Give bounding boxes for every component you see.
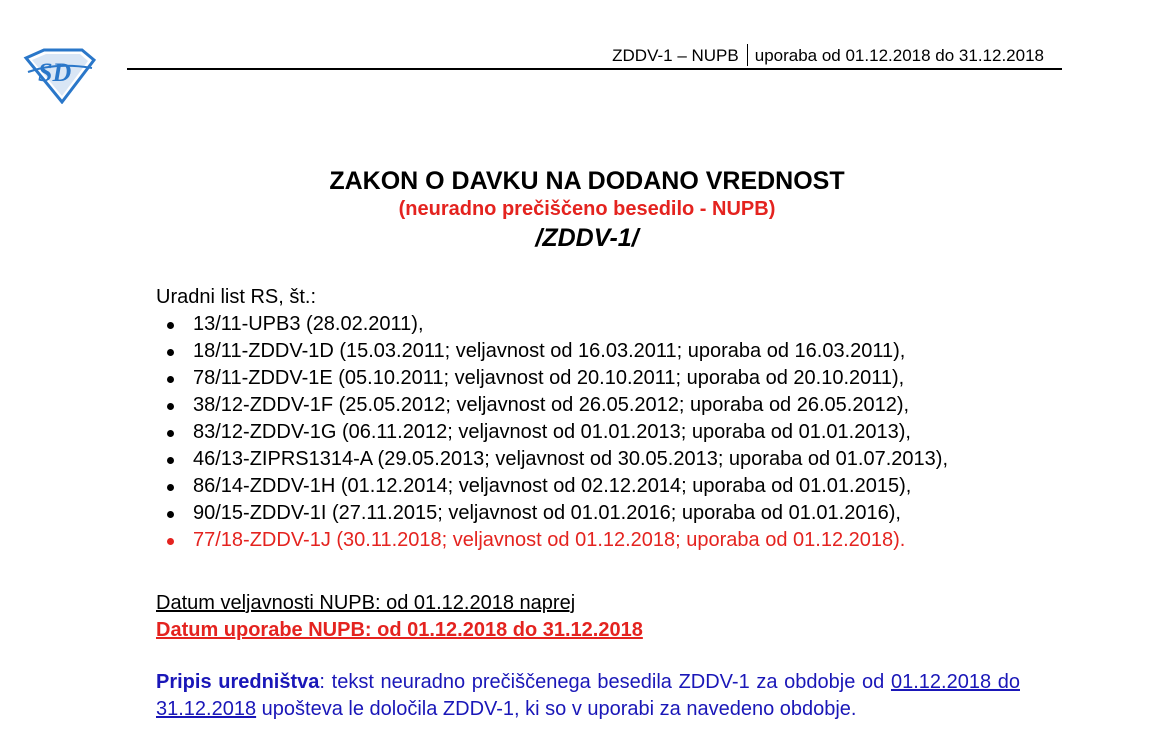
bullet-icon	[167, 538, 174, 545]
document-title: ZAKON O DAVKU NA DODANO VREDNOST	[329, 167, 845, 195]
gazette-item: 18/11-ZDDV-1D (15.03.2011; veljavnost od 16.03.2011; uporaba od 16.03.2011),	[156, 338, 1056, 365]
header-document-id: ZDDV-1 – NUPB	[612, 46, 739, 65]
gazette-item: 46/13-ZIPRS1314-A (29.05.2013; veljavnost od 30.05.2013; uporaba od 01.07.2013),	[156, 446, 1056, 473]
bullet-icon	[167, 511, 174, 518]
validity-date: Datum veljavnosti NUPB: od 01.12.2018 naprej	[156, 592, 576, 614]
gazette-item: 78/11-ZDDV-1E (05.10.2011; veljavnost od 20.10.2011; uporaba od 20.10.2011),	[156, 365, 1056, 392]
bullet-icon	[167, 457, 174, 464]
bullet-icon	[167, 484, 174, 491]
bullet-icon	[167, 430, 174, 437]
document-title-block	[0, 166, 1157, 253]
nupb-dates	[156, 590, 643, 644]
bullet-icon	[167, 403, 174, 410]
document-subtitle: (neuradno prečiščeno besedilo - NUPB)	[398, 198, 776, 220]
editorial-note	[156, 669, 1020, 723]
editorial-note-label: Pripis uredništva	[156, 671, 320, 693]
gazette-item: 86/14-ZDDV-1H (01.12.2014; veljavnost od 02.12.2014; uporaba od 01.01.2015),	[156, 473, 1056, 500]
document-abbreviation: /ZDDV-1/	[535, 224, 639, 252]
header-separator	[747, 44, 748, 66]
gazette-list	[156, 311, 1056, 554]
gazette-item: 13/11-UPB3 (28.02.2011),	[156, 311, 1056, 338]
bullet-icon	[167, 376, 174, 383]
svg-text:SD: SD	[38, 58, 72, 87]
gazette-item: 90/15-ZDDV-1I (27.11.2015; veljavnost od 01.01.2016; uporaba od 01.01.2016),	[156, 500, 1056, 527]
bullet-icon	[167, 349, 174, 356]
page-header	[127, 44, 1062, 70]
editorial-note-text-1: : tekst neuradno prečiščenega besedila ZDDV-1 za obdobje od	[319, 671, 885, 693]
gazette-item-current: 77/18-ZDDV-1J (30.11.2018; veljavnost od 01.12.2018; uporaba od 01.12.2018).	[156, 527, 1056, 554]
editorial-note-text-2: upošteva le določila ZDDV-1, ki so v uporabi za navedeno obdobje.	[261, 698, 857, 720]
editorial-note-period: 01.12.2018 do 31.12.2018	[156, 671, 1020, 720]
gazette-item: 38/12-ZDDV-1F (25.05.2012; veljavnost od 26.05.2012; uporaba od 26.05.2012),	[156, 392, 1056, 419]
bullet-icon	[167, 322, 174, 329]
header-usage-period: uporaba od 01.12.2018 do 31.12.2018	[754, 46, 1044, 65]
sd-logo-icon	[22, 48, 96, 104]
gazette-label: Uradni list RS, št.:	[156, 286, 317, 308]
official-gazette-section	[156, 284, 1056, 554]
usage-date: Datum uporabe NUPB: od 01.12.2018 do 31.12.2018	[156, 619, 643, 641]
gazette-item: 83/12-ZDDV-1G (06.11.2012; veljavnost od 01.01.2013; uporaba od 01.01.2013),	[156, 419, 1056, 446]
